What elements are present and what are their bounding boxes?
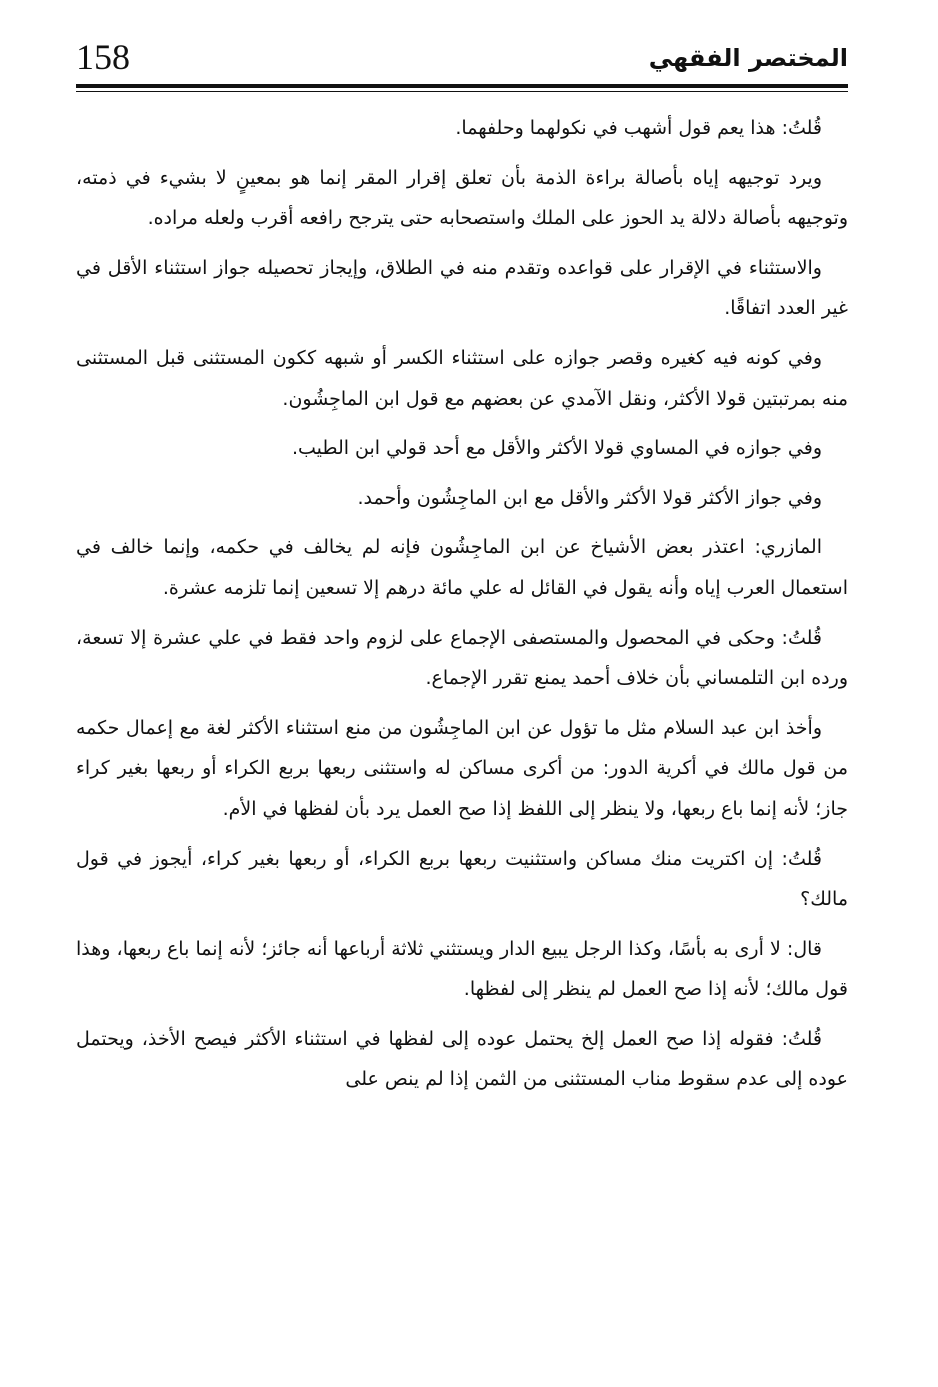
header-rule-thin <box>76 91 848 92</box>
paragraph: قُلتُ: هذا يعم قول أشهب في نكولهما وحلفهما. <box>455 117 822 139</box>
paragraph: قُلتُ: وحكى في المحصول والمستصفى الإجماع على لزوم واحد فقط في علي عشرة إلا تسعة، ورده ابن التلمساني بأن خلاف أحمد يمنع تقرر الإجماع. <box>76 626 848 690</box>
paragraph: قال: لا أرى به بأسًا، وكذا الرجل يبيع الدار ويستثني ثلاثة أرباعها أنه جائز؛ لأنه إنما باع ربعها، وهذا قول مالك؛ لأنه إذا صح العمل لم ينظر إلى لفظها. <box>76 937 848 1001</box>
paragraph: قُلتُ: فقوله إذا صح العمل إلخ يحتمل عوده إلى لفظها في استثناء الأكثر فيصح الأخذ، ويحتمل عوده إلى عدم سقوط مناب المستثنى من الثمن إذا لم ينص على <box>76 1027 848 1091</box>
paragraph: وأخذ ابن عبد السلام مثل ما تؤول عن ابن الماجِشُون من منع استثناء الأكثر لغة مع إعمال حكمه من قول مالك في أكرية الدور: من أكرى مساكن له واستثنى ربعها بربع الكراء أو ربعها بغير كراء جاز؛ لأنه إنما باع ربعها، ولا ينظر إلى اللفظ إذا صح العمل يرد بأن لفظها في الأم. <box>76 716 848 820</box>
paragraph: وفي جوازه في المساوي قولا الأكثر والأقل مع أحد قولي ابن الطيب. <box>291 437 822 460</box>
paragraph: قُلتُ: إن اكتريت منك مساكن واستثنيت ربعها بربع الكراء، أو ربعها بغير كراء، أيجوز في قول مالك؟ <box>76 847 848 911</box>
paragraph: وفي جواز الأكثر قولا الأكثر والأقل مع ابن الماجِشُون وأحمد. <box>357 486 822 509</box>
paragraph: المازري: اعتذر بعض الأشياخ عن ابن الماجِشُون فإنه لم يخالف في حكمه، وإنما خالف في استعمال العرب إياه وأنه يقول في القائل له علي مائة درهم إلا تسعين إنما تلزمه عشرة. <box>76 536 848 599</box>
header-rule-thick <box>76 84 848 88</box>
running-title: المختصر الفقهي <box>648 44 848 72</box>
page-number: 158 <box>76 37 130 77</box>
body-text <box>76 108 848 1109</box>
paragraph: ويرد توجيهه إياه بأصالة براءة الذمة بأن تعلق إقرار المقر إنما هو بمعينٍ لا بشيء في ذمته، وتوجيهه بأصالة دلالة يد الحوز على الملك واستصحابه حتى يترجح رافعه أقرب ولعله مراده. <box>76 166 848 230</box>
paragraph: والاستثناء في الإقرار على قواعده وتقدم منه في الطلاق، وإيجاز تحصيله جواز استثناء الأقل في غير العدد اتفاقًا. <box>76 256 848 320</box>
paragraph: وفي كونه فيه كغيره وقصر جوازه على استثناء الكسر أو شبهه ككون المستثنى قبل المستثنى منه بمرتبتين قولا الأكثر، ونقل الآمدي عن بعضهم مع قول ابن الماجِشُون. <box>76 346 848 410</box>
page-header <box>76 34 848 84</box>
